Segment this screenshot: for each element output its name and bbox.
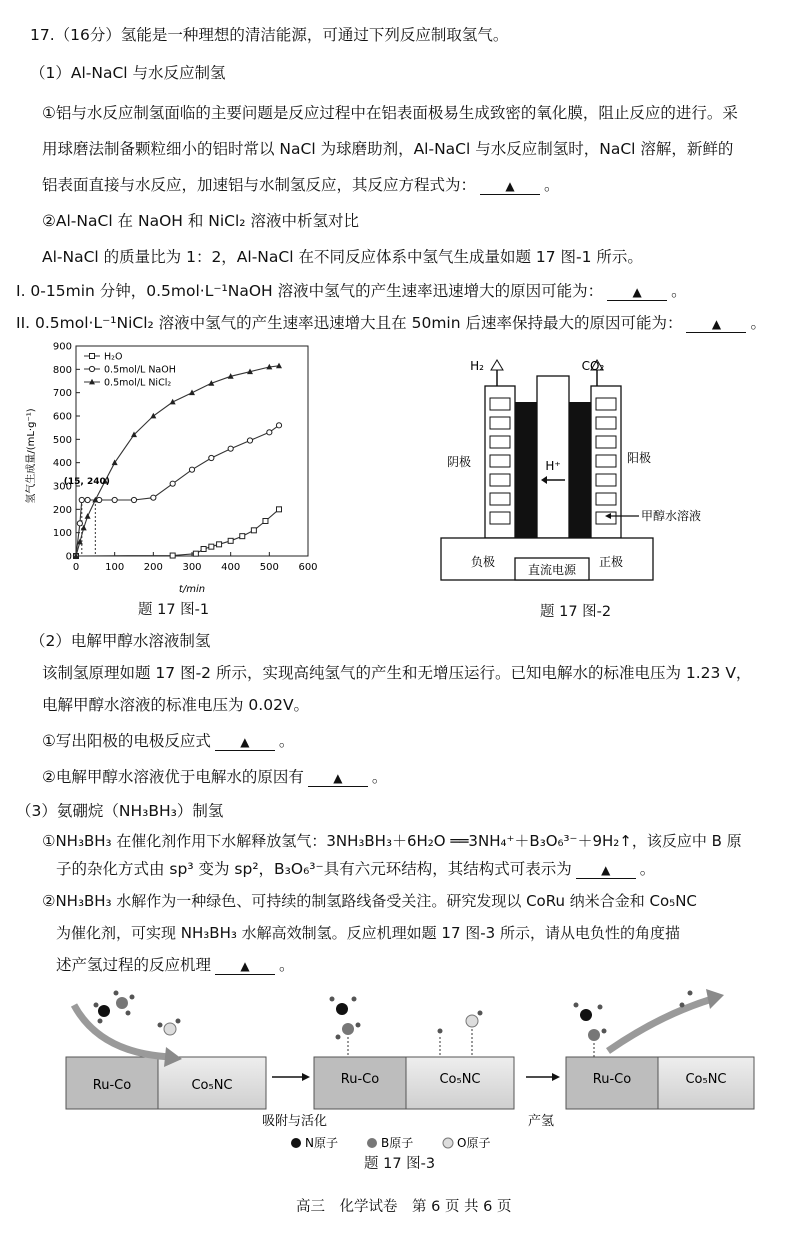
- y-tick-label: 700: [52, 388, 72, 400]
- flow-channel: [490, 455, 510, 467]
- data-point: [85, 513, 91, 519]
- part2-q1-text: ①写出阳极的电极反应式: [42, 732, 211, 750]
- data-point: [228, 446, 233, 451]
- end-period: 。: [279, 956, 295, 974]
- panel1-b-atom: [116, 997, 128, 1009]
- p2-title: ②Al-NaCl 在 NaOH 和 NiCl₂ 溶液中析氢对比: [42, 212, 359, 230]
- part3-title: （3）氨硼烷（NH₃BH₃）制氢: [16, 802, 224, 820]
- answer-blank-1[interactable]: ▲: [480, 178, 540, 195]
- x-tick-label: 500: [259, 562, 279, 573]
- figure2-diagram: [435, 348, 702, 584]
- end-period: 。: [278, 732, 295, 750]
- data-point: [193, 551, 198, 556]
- question-II: [16, 312, 766, 334]
- y-tick-label: 400: [52, 458, 72, 470]
- part3-q2-line1: ②NH₃BH₃ 水解作为一种绿色、可持续的制氢路线备受关注。研究发现以 CoRu 纳米合金和 Co₅NC: [42, 892, 697, 910]
- panel1-co5nc-label: Co₅NC: [191, 1078, 233, 1093]
- panel1-n-atom: [98, 1005, 110, 1017]
- part2-line1: 该制氢原理如题 17 图-2 所示，实现高纯氢气的产生和无增压运行。已知电解水的标准电压为 1.23 V，: [42, 664, 752, 682]
- flow-channel: [596, 512, 616, 524]
- legend-o-marker: [443, 1138, 453, 1148]
- flow-channel: [490, 493, 510, 505]
- h2-label: H₂: [470, 359, 484, 373]
- flow-channel: [596, 455, 616, 467]
- data-point: [209, 455, 214, 460]
- data-point: [263, 519, 268, 524]
- panel2-o-atom: [466, 1015, 478, 1027]
- data-point: [240, 534, 245, 539]
- co2-label: CO₂: [581, 359, 605, 373]
- legend-marker: [90, 354, 95, 359]
- x-tick-label: 200: [143, 562, 163, 573]
- panel3-flow-arrow: [608, 999, 712, 1051]
- panel3-ruco-label: Ru-Co: [592, 1072, 632, 1087]
- part2-line2: 电解甲醇水溶液的标准电压为 0.02V。: [42, 696, 310, 714]
- step2-label: 产氢: [528, 1114, 555, 1129]
- flow-channel: [596, 474, 616, 486]
- solution-label: 甲醇水溶液: [641, 509, 702, 523]
- y-tick-label: 0: [65, 551, 72, 563]
- legend-o-label: O原子: [457, 1136, 491, 1150]
- part3-q1-line1: ①NH₃BH₃ 在催化剂作用下水解释放氢气：3NH₃BH₃＋6H₂O ══3NH₄⁺＋B₃O₆³⁻＋9H₂↑，该反应中 B 原: [42, 832, 742, 850]
- data-point: [201, 547, 206, 552]
- part2-q2-text: ②电解甲醇水溶液优于电解水的原因有: [42, 768, 304, 786]
- question-II-text: II. 0.5mol·L⁻¹NiCl₂ 溶液中氢气的产生速率迅速增大且在 50min 后速率保持最大的原因可能为：: [16, 314, 683, 332]
- data-point: [247, 438, 252, 443]
- part3-q1-line2: [56, 858, 655, 880]
- series-line-2: [76, 366, 279, 556]
- panel3-b-atom: [588, 1029, 600, 1041]
- y-tick-label: 100: [52, 528, 72, 540]
- x-tick-label: 400: [221, 562, 241, 573]
- end-period: 。: [371, 768, 388, 786]
- panel2-n-atom: [336, 1003, 348, 1015]
- legend-label: 0.5mol/L NaOH: [104, 364, 176, 376]
- question-I-text: I. 0-15min 分钟，0.5mol·L⁻¹NaOH 溶液中氢气的产生速率迅速增大的原因可能为：: [16, 282, 604, 300]
- step1-arrow-head: [302, 1073, 310, 1081]
- p1-line2: 用球磨法制备颗粒细小的铝时常以 NaCl 为球磨助剂，Al-NaCl 与水反应制氢时，NaCl 溶解，新鲜的: [42, 140, 734, 158]
- panel3-co5nc-label: Co₅NC: [685, 1072, 727, 1087]
- data-point: [267, 430, 272, 435]
- anode-label: 阳极: [627, 451, 652, 465]
- panel-1: [66, 991, 266, 1110]
- data-point: [150, 413, 156, 419]
- proton-label: H⁺: [545, 459, 561, 473]
- chart-annotation: (15, 240): [63, 477, 110, 487]
- panel2-co5nc-label: Co₅NC: [439, 1072, 481, 1087]
- data-point: [228, 538, 233, 543]
- panel1-flow-arrow: [74, 1005, 170, 1057]
- answer-blank-2[interactable]: ▲: [607, 284, 667, 301]
- flow-channel: [596, 398, 616, 410]
- x-tick-label: 100: [105, 562, 125, 573]
- answer-blank-3[interactable]: ▲: [686, 316, 746, 333]
- data-point: [276, 363, 282, 369]
- part1-title: （1）Al-NaCl 与水反应制氢: [30, 64, 226, 82]
- data-point: [151, 495, 156, 500]
- data-point: [170, 481, 175, 486]
- legend-n-marker: [291, 1138, 301, 1148]
- flow-channel: [490, 474, 510, 486]
- flow-channel: [490, 398, 510, 410]
- step1-label: 吸附与活化: [262, 1114, 328, 1129]
- answer-blank-4[interactable]: ▲: [215, 734, 275, 751]
- y-tick-label: 800: [52, 364, 72, 376]
- panel3-n-atom: [580, 1009, 592, 1021]
- part2-title: （2）电解甲醇水溶液制氢: [30, 632, 211, 650]
- data-point: [112, 497, 117, 502]
- legend-n-label: N原子: [305, 1136, 338, 1150]
- answer-blank-6[interactable]: ▲: [576, 862, 636, 879]
- figure3-caption: 题 17 图-3: [364, 1156, 436, 1172]
- data-point: [170, 553, 175, 558]
- data-point: [276, 423, 281, 428]
- flow-channel: [490, 436, 510, 448]
- panel2-b-atom: [342, 1023, 354, 1035]
- x-tick-label: 600: [298, 562, 318, 573]
- y-tick-label: 500: [52, 434, 72, 446]
- legend-label: H₂O: [104, 351, 123, 363]
- part2-q2: [42, 766, 387, 788]
- series-line-1: [76, 425, 279, 556]
- step2-arrow-head: [552, 1073, 560, 1081]
- end-period: 。: [671, 282, 687, 300]
- x-axis-label: t/min: [178, 584, 206, 595]
- panel2-ruco-label: Ru-Co: [340, 1072, 380, 1087]
- p1-line1: ①铝与水反应制氢面临的主要问题是反应过程中在铝表面极易生成致密的氧化膜，阻止反应的进行。采: [42, 104, 738, 122]
- page-footer: 高三 化学试卷 第 6 页 共 6 页: [296, 1199, 512, 1215]
- question-I: [16, 280, 687, 302]
- panel3-arrow-head: [706, 989, 724, 1009]
- p1-line3: [42, 174, 560, 196]
- membrane: [537, 376, 569, 538]
- y-axis-label: 氢气生成量/(mL·g⁻¹): [26, 408, 37, 504]
- data-point: [79, 497, 84, 502]
- y-tick-label: 200: [52, 504, 72, 516]
- x-tick-label: 300: [182, 562, 202, 573]
- part3-q2-line3-text: 述产氢过程的反应机理: [56, 956, 212, 974]
- legend-b-marker: [367, 1138, 377, 1148]
- flow-channel: [490, 512, 510, 524]
- negative-terminal: 负极: [471, 555, 496, 569]
- answer-blank-7[interactable]: ▲: [215, 958, 275, 975]
- flow-channel: [596, 417, 616, 429]
- p1-line3-text: 铝表面直接与水反应，加速铝与水制氢反应，其反应方程式为：: [42, 176, 477, 194]
- data-point: [217, 542, 222, 547]
- power-supply-label: 直流电源: [527, 563, 577, 577]
- y-tick-label: 300: [52, 481, 72, 493]
- legend-marker: [89, 366, 94, 371]
- part3-q1-line2-text: 子的杂化方式由 sp³ 变为 sp²，B₃O₆³⁻具有六元环结构，其结构式可表示为: [56, 860, 572, 878]
- figure1-caption: 题 17 图-1: [138, 602, 210, 618]
- positive-terminal: 正极: [599, 555, 624, 569]
- part2-q1: [42, 730, 294, 752]
- cathode-label: 阴极: [447, 455, 472, 469]
- end-period: 。: [639, 860, 656, 878]
- end-period: 。: [750, 314, 766, 332]
- part3-q2-line2: 为催化剂，可实现 NH₃BH₃ 水解高效制氢。反应机理如题 17 图-3 所示，请从电负性的角度描: [56, 924, 680, 942]
- end-period: 。: [544, 176, 560, 194]
- answer-blank-5[interactable]: ▲: [308, 770, 368, 787]
- cathode-plate: [515, 402, 537, 538]
- p2-line1: Al-NaCl 的质量比为 1：2，Al-NaCl 在不同反应体系中氢气生成量如题 17 图-1 所示。: [42, 248, 643, 266]
- panel-3: [566, 989, 754, 1109]
- flow-channel: [596, 493, 616, 505]
- flow-channel: [596, 436, 616, 448]
- data-point: [189, 467, 194, 472]
- anode-plate: [569, 402, 591, 538]
- panel1-ruco-label: Ru-Co: [92, 1078, 132, 1093]
- x-tick-label: 0: [72, 562, 80, 573]
- y-tick-label: 900: [52, 341, 72, 353]
- legend-label: 0.5mol/L NiCl₂: [104, 377, 172, 389]
- h2-arrow-head: [491, 360, 503, 370]
- legend-b-label: B原子: [381, 1136, 414, 1150]
- flow-channel: [490, 417, 510, 429]
- data-point: [277, 507, 282, 512]
- series-line-0: [76, 509, 279, 556]
- data-point: [131, 497, 136, 502]
- question-header: 17.（16分）氢能是一种理想的清洁能源，可通过下列反应制取氢气。: [30, 26, 509, 44]
- data-point: [77, 521, 82, 526]
- panel1-o-atom: [164, 1023, 176, 1035]
- data-point: [209, 544, 214, 549]
- figure2-caption: 题 17 图-2: [540, 604, 612, 620]
- data-point: [251, 528, 256, 533]
- y-tick-label: 600: [52, 411, 72, 423]
- figure1-chart: [18, 338, 328, 600]
- data-point: [85, 497, 90, 502]
- part3-q2-line3: [56, 954, 295, 976]
- figure3-diagram: [60, 985, 760, 1150]
- panel-2: [262, 997, 514, 1130]
